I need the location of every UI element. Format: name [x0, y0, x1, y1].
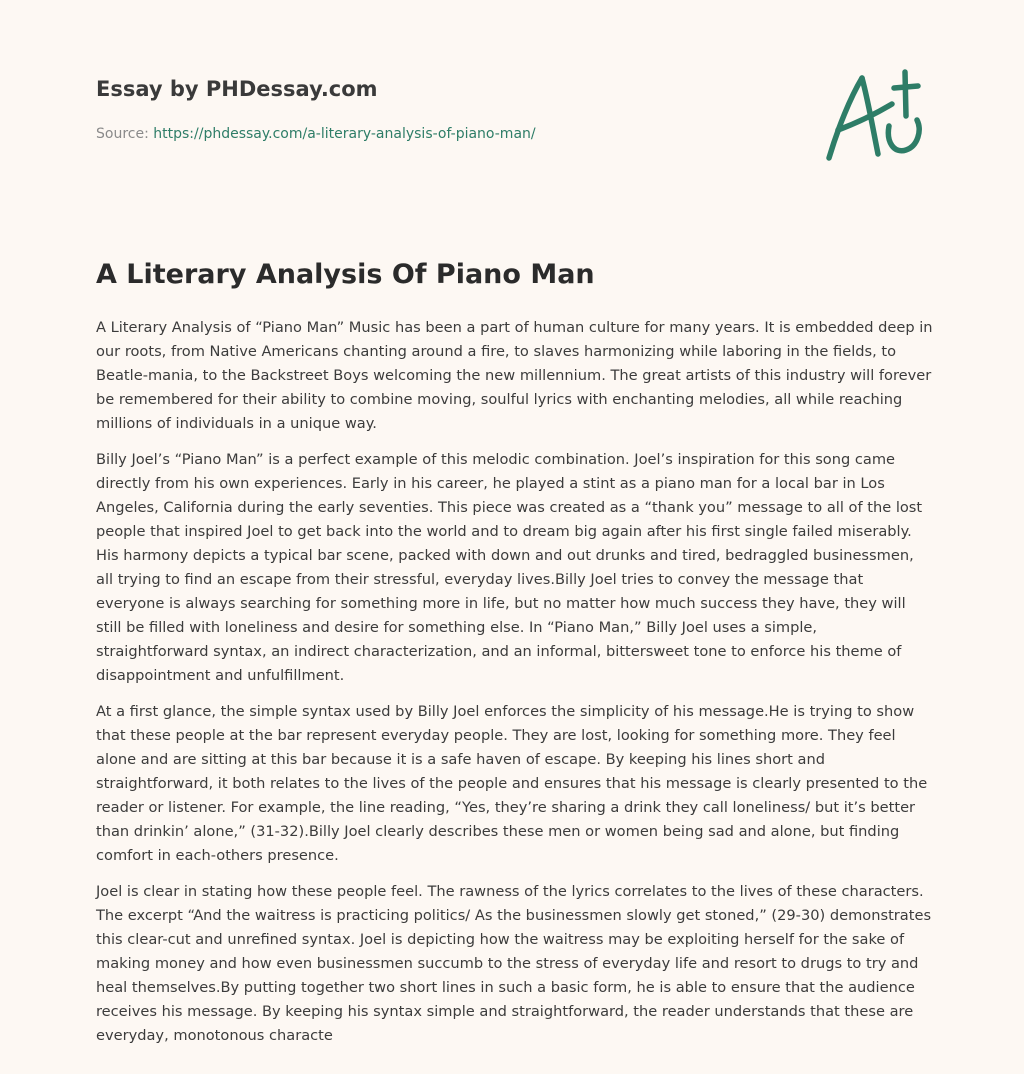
article-body [96, 316, 934, 1060]
article-paragraph: A Literary Analysis of “Piano Man” Music has been a part of human culture for many years. It is embedded deep in our roots, from Native Americans chanting around a fire, to slaves harmonizing while laboring in the fields, to Beatle-mania, to the Backstreet Boys welcoming the new millennium. The great artists of this industry will forever be remembered for their ability to combine moving, soulful lyrics with enchanting melodies, all while reaching millions of individuals in a unique way. [96, 319, 933, 432]
page-header [96, 74, 796, 144]
source-link[interactable]: https://phdessay.com/a-literary-analysis-of-piano-man/ [153, 126, 536, 142]
site-title: Essay by PHDessay.com [96, 77, 378, 101]
article-paragraph: Joel is clear in stating how these people feel. The rawness of the lyrics correlates to the lives of these characters. The excerpt “And the waitress is practicing politics/ As the businessmen slowly get stoned,” (29-30) demonstrates this clear-cut and unrefined syntax. Joel is depicting how the waitress may be exploiting herself for the sake of making money and how even businessmen succumb to the stress of everyday life and resort to drugs to try and heal themselves.By putting together two short lines in such a basic form, he is able to ensure that the audience receives his message. By keeping his syntax simple and straightforward, the reader understands that these are everyday, monotonous characte [96, 883, 932, 1044]
source-label: Source: [96, 126, 149, 142]
a-plus-logo-icon [820, 66, 930, 166]
source-line [96, 124, 796, 144]
article-paragraph: Billy Joel’s “Piano Man” is a perfect example of this melodic combination. Joel’s inspiration for this song came directly from his own experiences. Early in his career, he played a stint as a piano man for a local bar in Los Angeles, California during the early seventies. This piece was created as a “thank you” message to all of the lost people that inspired Joel to get back into the world and to dream big again after his first single failed miserably. His harmony depicts a typical bar scene, packed with down and out drunks and tired, bedraggled businessmen, all trying to find an escape from their stressful, everyday lives.Billy Joel tries to convey the message that everyone is always searching for something more in life, but no matter how much success they have, they will still be filled with loneliness and desire for something else. In “Piano Man,” Billy Joel uses a simple, straightforward syntax, an indirect characterization, and an informal, bittersweet tone to enforce his theme of disappointment and unfulfillment. [96, 451, 923, 684]
article-paragraph: At a first glance, the simple syntax used by Billy Joel enforces the simplicity of his message.He is trying to show that these people at the bar represent everyday people. They are lost, looking for something more. They feel alone and are sitting at this bar because it is a safe haven of escape. By keeping his lines short and straightforward, it both relates to the lives of the people and ensures that his message is clearly presented to the reader or listener. For example, the line reading, “Yes, they’re sharing a drink they call loneliness/ but it’s better than drinkin’ alone,” (31-32).Billy Joel clearly describes these men or women being sad and alone, but finding comfort in each-others presence. [96, 703, 928, 864]
article-title: A Literary Analysis Of Piano Man [96, 259, 595, 290]
